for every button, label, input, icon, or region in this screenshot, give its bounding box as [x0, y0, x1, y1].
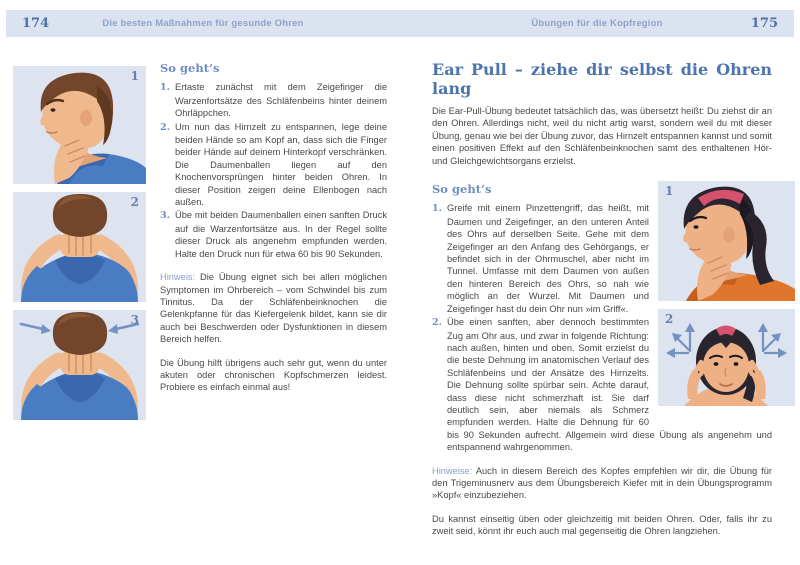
- man-back-arrows-illustration: [13, 310, 146, 420]
- step-text: Übe einen sanften, aber dennoch bestimmten Zug am Ohr aus, und zwar in folgende Richtung: nach außen, hinten und oben. Somit erzielst du die beste Dehnung im anatomischen Verlauf des Schläfenbeins und der Ansätze des Hirnzelts. Die Dehnung sollte spürbar sein. Achte darauf, dass diese nicht schmerzhaft ist. Sie darf deutlich sein, aber niemals als Schmerz empfunden werden. Halte die Dehnung für 60 bis 90 Sekunden aufrecht. Allgemein wird diese Übung als angenehm und entspannend wahrgenommen.: [447, 317, 772, 453]
- man-back-illustration: [13, 192, 146, 302]
- exercise-title: Ear Pull – ziehe dir selbst die Ohren lang: [432, 60, 772, 98]
- left-step-1: [160, 81, 387, 119]
- step-text: Um nun das Hirnzelt zu entspannen, lege deine beiden Hände so am Kopf an, dass sich die Finger beider Hände auf deinem Hinterkopf verschränken. Die Daumenballen liegen auf den Knochenvorsprüngen hinter beiden Ohren. In dieser Position zeigen deine Ellenbogen nach außen.: [175, 121, 387, 208]
- note-text: Auch in diesem Bereich des Kopfes empfehlen wir dir, die Übung für den Trigeminusnerv aus dem Übungsbereich Kiefer mit in dein Übungsprogramm »Kopf« einzubeziehen.: [432, 465, 773, 501]
- section-heading-left: So geht’s: [160, 61, 220, 75]
- figure-woman-front-pull-ears: [658, 309, 795, 406]
- man-profile-illustration: [13, 66, 146, 184]
- note-text: Die Übung eignet sich bei allen möglichen Symptomen im Ohrbereich – vom Schwindel bis zum Tinnitus. Da der Schläfenbeinknochen die Gelenkpfanne für das Kiefergelenk bildet, kann sie dir auch bei Beschwerden oder Dysfunktionen in diesem Bereich helfen.: [160, 272, 387, 345]
- header-band: [6, 10, 794, 37]
- figure-woman-profile-pull-ear: [658, 181, 795, 301]
- step-number: 2.: [160, 121, 171, 133]
- figure-number: 2: [130, 195, 139, 209]
- woman-front-arrows-illustration: [658, 309, 795, 406]
- step-number: 3.: [160, 210, 171, 222]
- figure-number: 3: [130, 313, 139, 327]
- page-number-left: 174: [22, 16, 50, 31]
- step-number: 2.: [432, 317, 443, 329]
- page-number-right: 175: [750, 16, 778, 31]
- step-text: Greife mit einem Pinzettengriff, das heißt, mit Daumen und Zeigefinger, an den unteren Anteil des Ohrs auf derselben Seite. Gehe mit dem Zeigefinger an den Anfang des Gehörgangs, er befindet sich in der Ohrmuschel, aber nicht im Tunnel. Umfasse mit dem Daumen von außen den hinteren Bereich des Ohrs, so nah wie möglich an der Wurzel. Mit Daumen und Zeigefinger hast du dein Ohr nun »im Griff«.: [447, 203, 649, 314]
- step-text: Übe mit beiden Daumenballen einen sanften Druck auf die Warzenfortsätze aus. In der Regel sollte dieser Druck als angenehm empfunden werden. Halte den Druck nun für etwa 60 bis 90 Sekunden.: [175, 210, 387, 259]
- intro-paragraph: Die Ear-Pull-Übung bedeutet tatsächlich das, was übersetzt heißt: Du ziehst dir an den Ohren. Allerdings nicht, weil du nicht artig warst, sondern weil du mit dieser Übung, genau wie bei der Übung zuvor, das Hirnzelt entspannen kannst und somit einen positiven Effekt auf den Schläfenbeinknochen samt des enthaltenen Hör- und Gleichgewichtsorgans erzielst.: [432, 106, 772, 166]
- step-text: Ertaste zunächst mit dem Zeigefinger die Warzenfortsätze des Schläfenbeins hinter deinem Ohrläppchen.: [175, 82, 387, 119]
- header-left-half: [6, 10, 400, 37]
- right-closing-paragraph: Du kannst einseitig üben oder gleichzeitig mit beiden Ohren. Oder, falls ihr zu zweit seid, könnt ihr euch auch mal gegenseitig die Ohren langziehen.: [432, 513, 772, 537]
- note-label: Hinweis:: [160, 272, 196, 283]
- right-page-column: [432, 60, 772, 538]
- left-step-2: [160, 121, 387, 209]
- figure-number: 1: [665, 184, 674, 199]
- woman-profile-illustration: [658, 181, 795, 301]
- left-page-figures: [13, 66, 146, 428]
- step-number: 1.: [432, 203, 443, 215]
- figure-number: 2: [665, 312, 674, 327]
- section-heading-right: So geht’s: [432, 182, 492, 197]
- note-label: Hinweise:: [432, 465, 473, 476]
- step-number: 1.: [160, 82, 171, 94]
- right-note-paragraph: [432, 465, 772, 502]
- chapter-title-right: Übungen für die Kopfregion: [531, 18, 663, 29]
- header-right-half: [400, 10, 794, 37]
- chapter-title-left: Die besten Maßnahmen für gesunde Ohren: [102, 18, 304, 29]
- left-closing-paragraph: Die Übung hilft übrigens auch sehr gut, wenn du unter akuten oder chronischen Kopfschmerzen leidest. Probiere es einfach einmal aus!: [160, 357, 387, 393]
- figure-man-profile-touch-ear: [13, 66, 146, 184]
- figure-man-back-hands-clasped: [13, 192, 146, 302]
- right-page-figures: [658, 181, 795, 414]
- figure-man-back-arrows-inward: [13, 310, 146, 420]
- left-page-text-column: [160, 62, 387, 394]
- left-step-3: [160, 209, 387, 260]
- figure-number: 1: [130, 69, 139, 83]
- left-note-paragraph: [160, 271, 387, 345]
